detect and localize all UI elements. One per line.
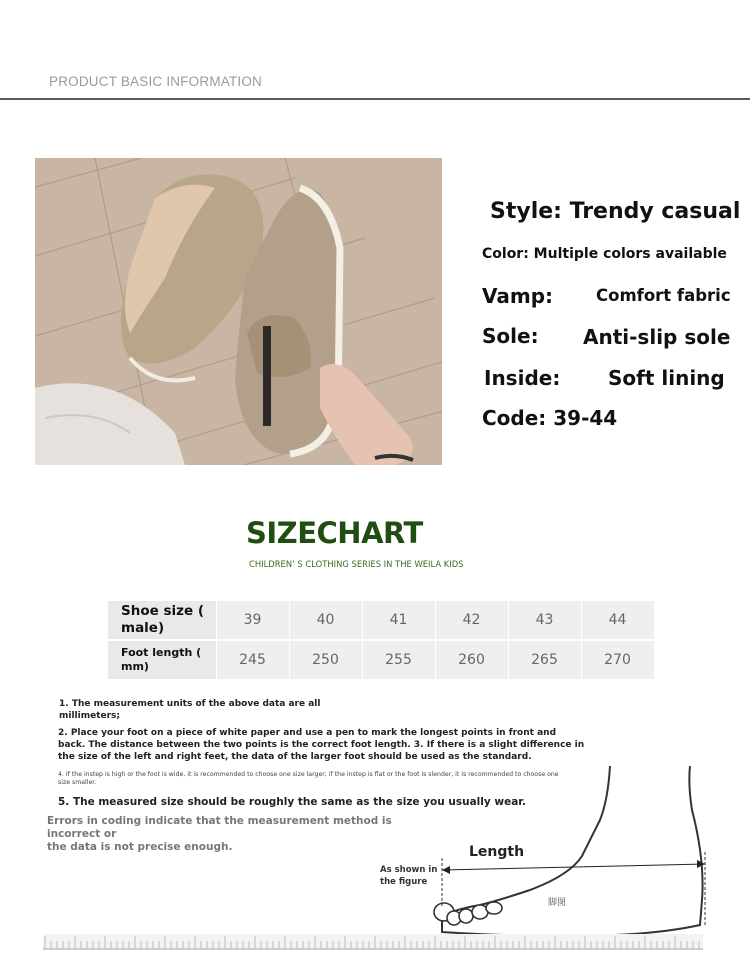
size-row-header (108, 601, 216, 640)
length-cell: 260 (435, 640, 508, 679)
size-cell: 44 (581, 601, 654, 640)
as-shown-line2: the figure (380, 877, 428, 887)
size-cell: 39 (216, 601, 289, 640)
length-row (108, 640, 654, 679)
size-cell: 41 (362, 601, 435, 640)
header-divider (0, 98, 750, 100)
length-row-header-line1: Foot length ( (121, 646, 202, 659)
spec-color: Color: Multiple colors available (482, 246, 727, 262)
as-shown-line1: As shown in (380, 865, 438, 875)
spec-code: Code: 39-44 (482, 406, 618, 430)
size-cell: 42 (435, 601, 508, 640)
length-row-header-line2: mm) (121, 660, 149, 673)
error-note-line1: Errors in coding indicate that the measurement method is incorrect or (47, 815, 392, 840)
size-table (108, 601, 654, 679)
size-row-header-line1: Shoe size ( (121, 603, 205, 619)
measuring-ruler (43, 934, 703, 950)
length-cell: 265 (508, 640, 581, 679)
error-note (47, 815, 447, 854)
spec-sole-label: Sole: (482, 324, 539, 348)
section-title: PRODUCT BASIC INFORMATION (49, 74, 263, 89)
note-4-line2: size smaller. (58, 779, 97, 786)
length-label: Length (469, 844, 525, 860)
as-shown-caption (380, 864, 450, 888)
sizechart-subtitle: CHILDREN’ S CLOTHING SERIES IN THE WEILA KIDS (249, 559, 464, 569)
note-2-line1: 2. Place your foot on a piece of white paper and use a pen to mark the longest points in front and (58, 728, 557, 738)
size-row (108, 601, 654, 640)
foot-caption: 脚图 (548, 898, 567, 908)
note-2-line2: back. The distance between the two points is the correct foot length. 3. If there is a slight difference in (58, 740, 585, 750)
spec-sole-value: Anti-slip sole (583, 325, 731, 349)
note-4-line1: 4. If the instep is high or the foot is wide, it is recommended to choose one size larger; if the instep is flat or the foot is slender, it is recommended to choose one (58, 771, 559, 778)
length-cell: 245 (216, 640, 289, 679)
note-5: 5. The measured size should be roughly the same as the size you usually wear. (58, 796, 526, 808)
size-row-header-line2: male) (121, 620, 165, 636)
note-1-line1: 1. The measurement units of the above data are all (59, 699, 321, 709)
length-row-header (108, 640, 216, 679)
size-cell: 40 (289, 601, 362, 640)
error-note-line2: the data is not precise enough. (47, 841, 233, 853)
spec-inside-label: Inside: (484, 366, 561, 390)
spec-vamp-label: Vamp: (482, 284, 554, 308)
note-2-line3: the size of the left and right feet, the data of the larger foot should be used as the standard. (58, 752, 532, 762)
length-cell: 270 (581, 640, 654, 679)
spec-vamp-value: Comfort fabric (596, 286, 731, 305)
sizechart-title: SIZECHART (246, 516, 423, 550)
spec-inside-value: Soft lining (608, 366, 725, 390)
spec-style: Style: Trendy casual (490, 199, 741, 224)
length-cell: 255 (362, 640, 435, 679)
length-cell: 250 (289, 640, 362, 679)
product-photo (35, 158, 442, 465)
size-cell: 43 (508, 601, 581, 640)
note-1-line2: millimeters; (59, 711, 121, 721)
